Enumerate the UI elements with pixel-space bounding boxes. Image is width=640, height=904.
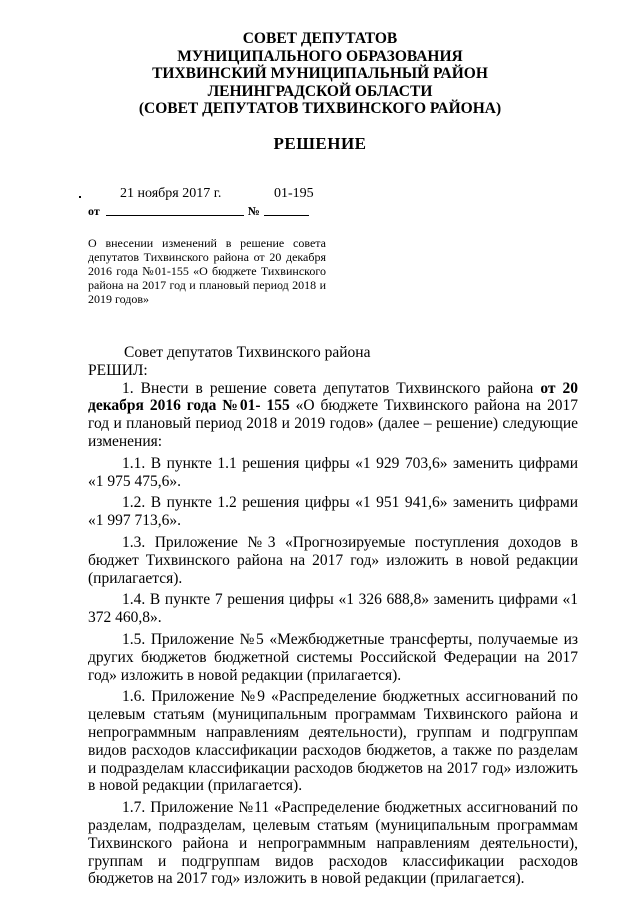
header-line-4: ЛЕНИНГРАДСКОЙ ОБЛАСТИ (207, 82, 433, 100)
from-label: от (88, 204, 100, 218)
document-body (88, 344, 578, 888)
document-title: РЕШЕНИЕ (273, 134, 367, 153)
number-label: № (247, 204, 260, 218)
paragraph-1-3: 1.3. Приложение №3 «Прогнозируемые поступления доходов в бюджет Тихвинского района на 2017 год» изложить в новой редакции (прилагается). (88, 533, 578, 587)
paragraph-1-6: 1.6. Приложение №9 «Распределение бюджетных ассигнований по целевым статьям (муниципальным программам Тихвинского района и непрограммным направлениям деятельности), группам и подгруппам видов расходов классификации расходов бюджетов, а также по разделам и подразделам классификации расходов бюджетов на 2017 год» изложить в новой редакции (прилагается). (88, 688, 578, 795)
paragraph-1-4: 1.4. В пункте 7 решения цифры «1 326 688,8» заменить цифрами «1 372 460,8». (88, 591, 578, 627)
resolved-line: РЕШИЛ: (88, 361, 148, 379)
date-number-row (88, 204, 309, 219)
number-underline (264, 215, 309, 216)
paragraph-1-2: 1.2. В пункте 1.2 решения цифры «1 951 941,6» заменить цифрами «1 997 713,6». (88, 494, 578, 530)
council-line: Совет депутатов Тихвинского района (124, 344, 371, 361)
header-line-2: МУНИЦИПАЛЬНОГО ОБРАЗОВАНИЯ (177, 47, 463, 65)
paragraph-1-start: 1. Внести в решение совета депутатов Тихвинского района (122, 379, 541, 397)
header-line-3: ТИХВИНСКИЙ МУНИЦИПАЛЬНЫЙ РАЙОН (152, 65, 488, 82)
header-line-1: СОВЕТ ДЕПУТАТОВ (242, 30, 398, 47)
document-header (0, 30, 640, 118)
paragraph-1-5: 1.5. Приложение №5 «Межбюджетные трансферты, получаемые из других бюджетов бюджетной системы Российской Федерации на 2017 год» изложить в новой редакции (прилагается). (88, 630, 578, 684)
paragraph-1-7: 1.7. Приложение №11 «Распределение бюджетных ассигнований по разделам, подразделам, целевым статьям (муниципальным программам Тихвинского района и непрограммным направлениям деятельности), группам и подгруппам видов расходов классификации расходов бюджетов на 2017 год» изложить в новой редакции (прилагается). (88, 799, 578, 888)
document-date: 21 ноября 2017 г. (120, 186, 222, 201)
document-subject: О внесении изменений в решение совета депутатов Тихвинского района от 20 декабря 2016 года №01-155 «О бюджете Тихвинского района на 2017 год и плановый период 2018 и 2019 годов» (88, 236, 326, 306)
header-line-5: (СОВЕТ ДЕПУТАТОВ ТИХВИНСКОГО РАЙОНА) (138, 100, 502, 117)
paragraph-1-bold: от 20 декабря 2016 года №01- 155 (88, 379, 578, 415)
scan-dot (79, 196, 81, 198)
paragraph-1 (88, 380, 578, 451)
paragraph-1-end: «О бюджете Тихвинского района на 2017 год и плановый период 2018 и 2019 годов» (далее – решение) следующие изменения: (88, 397, 578, 450)
paragraph-1-1: 1.1. В пункте 1.1 решения цифры «1 929 703,6» заменить цифрами «1 975 475,6». (88, 454, 578, 490)
document-number: 01-195 (274, 186, 314, 201)
date-underline (106, 215, 244, 216)
